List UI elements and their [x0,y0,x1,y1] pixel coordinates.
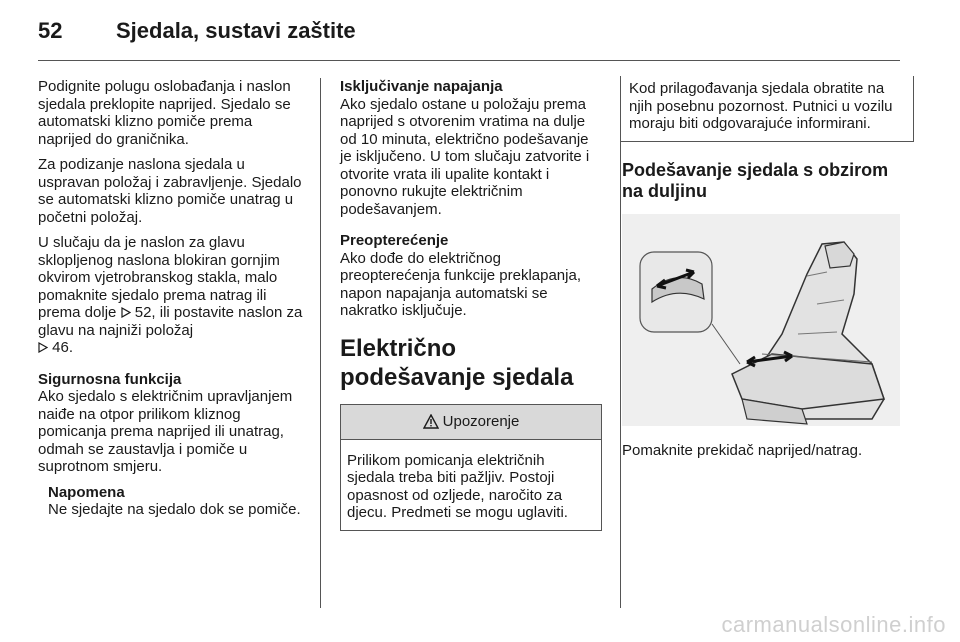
warning-header [341,405,601,440]
page-reference-icon [38,342,48,353]
seat-illustration [622,214,900,426]
page-reference-52[interactable]: 52, ili postavite naslon za glavu na najniži položaj [38,304,303,339]
column-2 [340,78,602,531]
column-1 [38,78,306,519]
warning-box [340,404,602,531]
safety-heading: Sigurnosna funkcija [38,370,182,388]
note-text: Ne sjedajte na sjedalo dok se pomiče. [48,501,301,518]
watermark: carmanualsonline.info [721,612,946,637]
power-off-heading: Isključivanje napajanja [340,78,503,95]
paragraph-fold-forward: Podignite polugu oslobađanja i naslon sjedala preklopite naprijed. Sjedalo se automatski klizno pomiče prema naprijed do graničnika. [38,78,291,148]
subsection-title: Podešavanje sjedala s obzirom na duljinu [622,159,889,201]
page-reference-46[interactable]: 46. [52,339,74,356]
header-divider [38,60,900,61]
column-3 [622,76,902,467]
power-off-text: Ako sjedalo ostane u položaju prema naprijed s otvorenim vratima na dulje od 10 minuta, električno podešavanje je isključeno. U tom slučaju zatvorite i otvorite vrata ili upalite kontakt i ponovno rukujte električnim podešavanjem. [340,95,590,218]
paragraph-headrest [38,234,306,357]
overload-text: Ako dođe do električnog preopterećenja funkcije preklapanja, napon napajanja automatski se nakratko isključuje. [340,249,581,319]
paragraph-raise-backrest: Za podizanje naslona sjedala u uspravan položaj i zabravljenje. Sjedalo se automatski klizno pomiče unatrag u početni položaj. [38,156,302,226]
figure-caption: Pomaknite prekidač naprijed/natrag. [622,441,863,459]
seat-adjustment-illustration [622,214,900,426]
caution-note-box: Kod prilagođavanja sjedala obratite na njih posebnu pozornost. Putnici u vozilu moraju biti odgovarajuće informirani. [620,76,914,142]
warning-text: Prilikom pomicanja električnih sjedala treba biti pažljiv. Postoji opasnost od ozljede, naročito za djecu. Predmeti se mogu uglaviti. [347,451,568,521]
note-block [48,484,306,519]
warning-triangle-icon [423,414,439,429]
page-reference-icon [121,307,131,318]
overload-heading: Preopterećenje [340,232,449,249]
column-divider-2 [620,78,621,608]
chapter-title: Sjedala, sustavi zaštite [116,18,356,43]
paragraph-headrest-text: U slučaju da je naslon za glavu sklopljenog naslona blokiran gornjim okvirom vjetrobranskog stakla, malo pomaknite sjedalo prema natrag ili prema dolje [38,234,280,321]
warning-label: Upozorenje [442,412,520,430]
page-header [38,18,900,50]
column-divider-1 [320,78,321,608]
safety-text: Ako sjedalo s električnim upravljanjem naiđe na otpor prilikom kliznog pomicanja prema naprijed ili unatrag, odmah se zaustavlja i pomiče u suprotnom smjeru. [38,388,293,475]
page-number: 52 [38,18,63,43]
note-heading: Napomena [48,483,125,501]
section-title: Električno podešavanje sjedala [340,334,574,391]
